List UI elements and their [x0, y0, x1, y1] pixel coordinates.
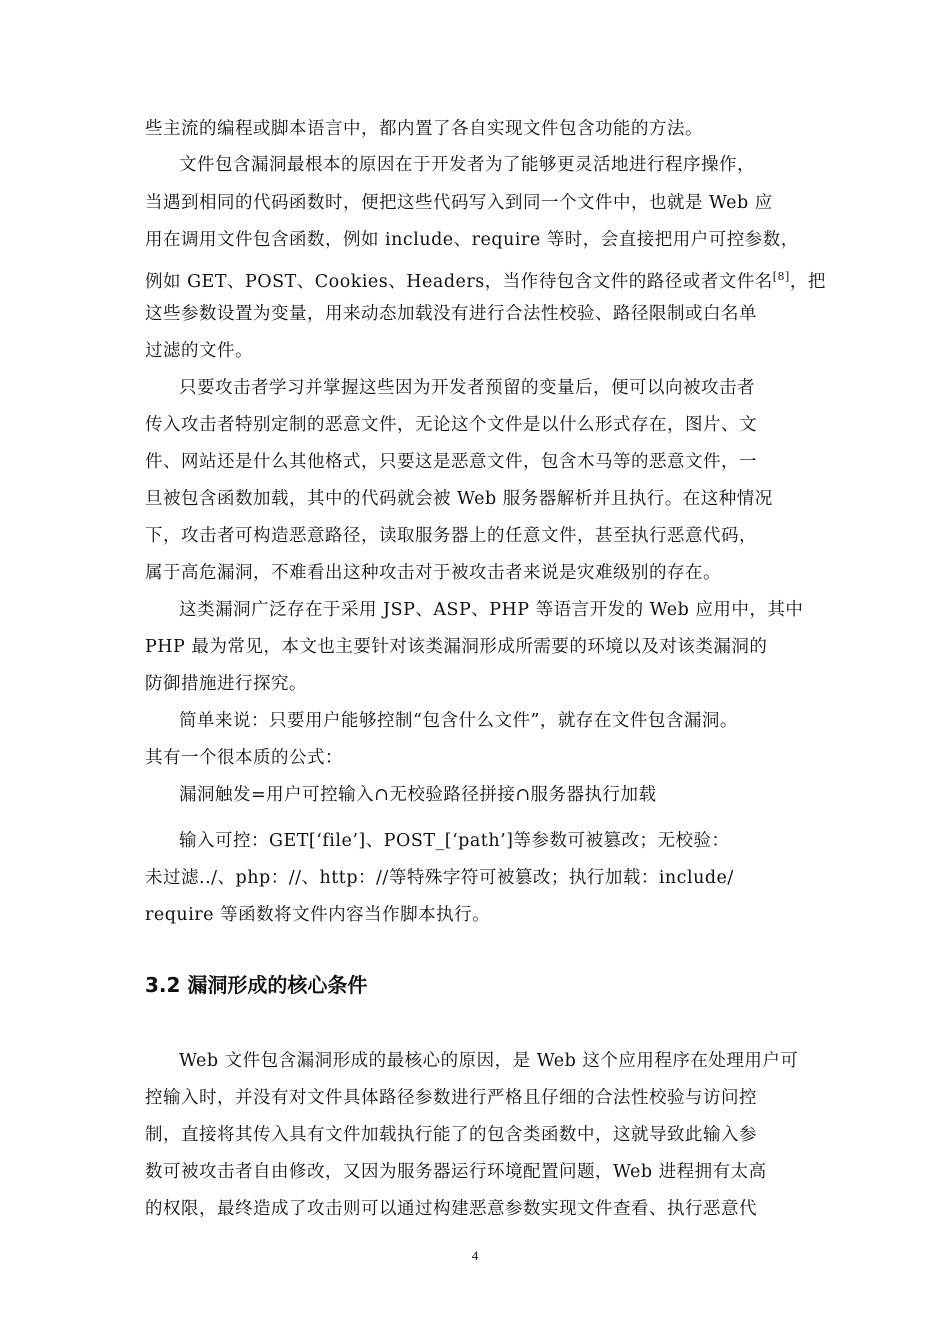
text-line: 旦被包含函数加载，其中的代码就会被 Web 服务器解析并且执行。在这种情况 [145, 489, 773, 509]
text-line: 制，直接将其传入具有文件加载执行能了的包含类函数中，这就导致此输入参 [145, 1125, 757, 1145]
text-line: 防御措施进行探究。 [145, 674, 307, 694]
text-line: 的权限，最终造成了攻击则可以通过构建恶意参数实现文件查看、执行恶意代 [145, 1199, 757, 1219]
text-line: 只要攻击者学习并掌握这些因为开发者预留的变量后，便可以向被攻击者 [179, 378, 755, 398]
text-line: 当遇到相同的代码函数时，便把这些代码写入到同一个文件中，也就是 Web 应 [145, 193, 773, 213]
text-line: 控输入时，并没有对文件具体路径参数进行严格且仔细的合法性校验与访问控 [145, 1088, 757, 1108]
text-line: 些主流的编程或脚本语言中，都内置了各自实现文件包含功能的方法。 [145, 119, 703, 139]
text-line: 传入攻击者特别定制的恶意文件，无论这个文件是以什么形式存在，图片、文 [145, 415, 757, 435]
text-line: 数可被攻击者自由修改，又因为服务器运行环境配置问题，Web 进程拥有太高 [145, 1162, 767, 1182]
text-line: Web 文件包含漏洞形成的最核心的原因，是 Web 这个应用程序在处理用户可 [179, 1051, 799, 1071]
text-line: 属于高危漏洞，不难看出这种攻击对于被攻击者来说是灾难级别的存在。 [145, 563, 721, 583]
text-line: 未过滤../、php：//、http：//等特殊字符可被篡改；执行加载：include/ [145, 868, 734, 888]
formula: 漏洞触发=用户可控输入∩无校验路径拼接∩服务器执行加载 [179, 785, 657, 805]
citation-reference: [8] [772, 270, 790, 283]
text-line: 文件包含漏洞最根本的原因在于开发者为了能够更灵活地进行程序操作， [179, 155, 755, 175]
text-line: 这些参数设置为变量，用来动态加载没有进行合法性校验、路径限制或白名单 [145, 304, 757, 324]
text-line: 下，攻击者可构造恶意路径，读取服务器上的任意文件，甚至执行恶意代码， [145, 526, 757, 546]
page-number: 4 [471, 1248, 479, 1263]
text-line: 用在调用文件包含函数，例如 include、require 等时，会直接把用户可控参数， [145, 230, 799, 250]
text-line: 过滤的文件。 [145, 341, 253, 361]
text-line: 简单来说：只要用户能够控制“包含什么文件”，就存在文件包含漏洞。 [179, 711, 738, 731]
text-line: 其有一个很本质的公式： [145, 748, 343, 768]
text-run: ，把 [789, 272, 826, 292]
text-line: require 等函数将文件内容当作脚本执行。 [145, 905, 491, 925]
text-line: PHP 最为常见，本文也主要针对该类漏洞形成所需要的环境以及对该类漏洞的 [145, 637, 768, 657]
text-run: 例如 GET、POST、Cookies、Headers，当作待包含文件的路径或者文件名 [145, 272, 773, 292]
text-line [145, 265, 826, 294]
text-line: 输入可控：GET[‘file’]、POST_[‘path’]等参数可被篡改；无校验： [179, 831, 730, 851]
text-line: 这类漏洞广泛存在于采用 JSP、ASP、PHP 等语言开发的 Web 应用中，其中 [179, 600, 804, 620]
text-line: 件、网站还是什么其他格式，只要这是恶意文件，包含木马等的恶意文件，一 [145, 452, 757, 472]
section-heading: 3.2 漏洞形成的核心条件 [145, 973, 368, 997]
